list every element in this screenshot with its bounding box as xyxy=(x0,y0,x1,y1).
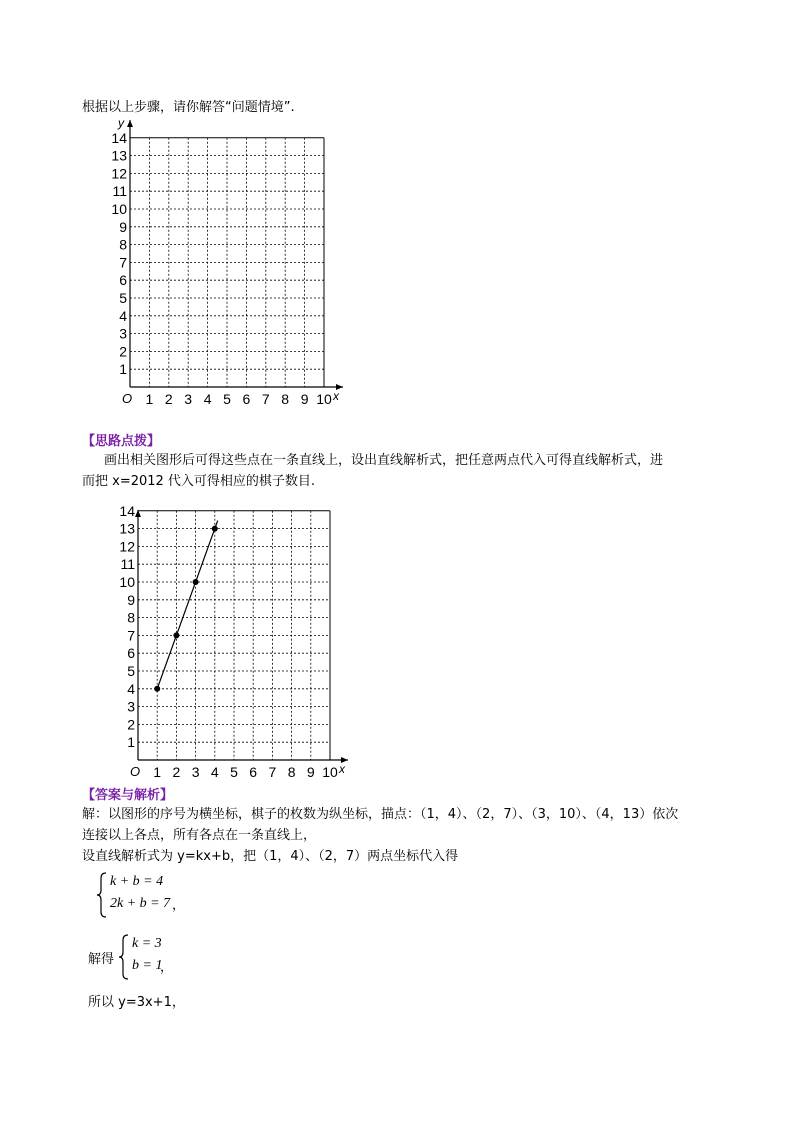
answer-line-3: 设直线解析式为 y=kx+b，把（1，4）、（2，7）两点坐标代入得 xyxy=(82,849,459,864)
intro-text: 根据以上步骤，请你解答“问题情境”. xyxy=(82,100,295,115)
grid1-x-tick-label: 2 xyxy=(164,391,173,407)
grid1-x-axis-label: x xyxy=(333,389,339,403)
brace-icon xyxy=(96,872,108,918)
grid1-y-tick-label: 3 xyxy=(119,325,127,342)
chart-y-tick-label: 10 xyxy=(119,574,135,590)
grid1-x-tick-label: 6 xyxy=(242,391,251,407)
equation-1-line-2: 2k + b = 7 xyxy=(110,896,171,911)
chart-y-tick-label: 14 xyxy=(119,502,135,519)
grid1-y-tick-label: 1 xyxy=(119,361,127,378)
grid1-x-tick-label: 1 xyxy=(145,391,154,407)
chart-x-tick-label: 6 xyxy=(249,764,258,780)
grid1-x-tick-label: 5 xyxy=(223,391,231,407)
chart-x-tick-label: 2 xyxy=(172,764,181,780)
chart-y-tick-label: 6 xyxy=(127,645,135,662)
empty-coordinate-grid xyxy=(100,115,350,415)
hint-line-1: 画出相关图形后可得这些点在一条直线上，设出直线解析式，把任意两点代入可得直线解析式，进 xyxy=(104,453,664,468)
hint-heading: 【思路点拨】 xyxy=(82,434,161,449)
equation-1-line-1: k + b = 4 xyxy=(110,874,164,889)
final-line: 所以 y=3x+1， xyxy=(88,995,185,1010)
grid1-y-tick-label: 12 xyxy=(111,165,127,182)
chart-series-line xyxy=(157,521,217,689)
chart-y-tick-label: 7 xyxy=(127,627,135,644)
chart-data-point xyxy=(193,579,199,585)
chart-y-tick-label: 12 xyxy=(119,538,135,555)
equation-2-tail: ， xyxy=(160,960,174,975)
grid1-x-tick-label: 7 xyxy=(261,391,270,407)
grid1-x-tick-label: 8 xyxy=(281,391,290,407)
grid1-y-tick-label: 4 xyxy=(119,307,127,324)
chart-y-tick-label: 11 xyxy=(120,556,135,573)
grid1-y-tick-label: 5 xyxy=(119,290,127,306)
grid1-y-tick-label: 9 xyxy=(119,218,127,235)
solve-prefix: 解得 xyxy=(88,952,115,967)
grid1-x-tick-label: 4 xyxy=(203,391,212,407)
line-chart xyxy=(108,500,358,785)
chart-x-tick-label: 1 xyxy=(153,764,162,780)
answer-line-2: 连接以上各点，所有各点在一条直线上， xyxy=(82,828,317,843)
grid1-y-axis-label: y xyxy=(118,116,124,130)
chart-y-tick-label: 9 xyxy=(127,591,135,608)
grid1-y-tick-label: 14 xyxy=(111,129,127,146)
answer-line-1: 解：以图形的序号为横坐标，棋子的枚数为纵坐标，描点：（1，4）、（2，7）、（3，10）、（4，13）依次 xyxy=(82,807,679,822)
grid1-y-arrow-icon xyxy=(127,120,133,127)
chart-y-tick-label: 3 xyxy=(127,698,135,715)
chart-data-point xyxy=(212,526,218,532)
chart-x-tick-label: 3 xyxy=(191,764,200,780)
equation-1-tail: ， xyxy=(172,898,186,913)
hint-line-2: 而把 x=2012 代入可得相应的棋子数目. xyxy=(82,474,316,489)
chart-x-tick-label: 7 xyxy=(268,764,277,780)
grid1-y-tick-label: 7 xyxy=(119,254,127,271)
grid1-y-tick-label: 11 xyxy=(112,183,127,200)
equation-2-line-1: k = 3 xyxy=(132,936,162,951)
grid1-x-tick-label: 10 xyxy=(316,391,332,407)
grid1-x-tick-label: 9 xyxy=(300,391,309,407)
chart-x-tick-label: 10 xyxy=(322,764,338,780)
chart-y-tick-label: 1 xyxy=(127,734,135,751)
grid1-y-tick-label: 13 xyxy=(111,147,127,164)
chart-x-tick-label: 9 xyxy=(306,764,315,780)
equation-2-line-2: b = 1 xyxy=(132,958,163,973)
grid1-y-tick-label: 8 xyxy=(119,236,127,253)
chart-y-tick-label: 8 xyxy=(127,609,135,626)
chart-x-tick-label: 8 xyxy=(287,764,296,780)
chart-x-axis-label: x xyxy=(339,762,345,776)
chart-origin-label: O xyxy=(130,764,141,779)
grid1-y-tick-label: 6 xyxy=(119,272,127,289)
grid1-y-tick-label: 2 xyxy=(119,343,127,360)
brace-icon xyxy=(118,934,130,980)
grid1-y-tick-label: 10 xyxy=(111,201,127,217)
grid1-x-tick-label: 3 xyxy=(184,391,193,407)
chart-x-tick-label: 5 xyxy=(230,764,238,780)
chart-data-point xyxy=(154,686,160,692)
chart-x-tick-label: 4 xyxy=(210,764,219,780)
answer-heading: 【答案与解析】 xyxy=(82,788,174,803)
chart-y-tick-label: 2 xyxy=(127,716,135,733)
chart-data-point xyxy=(173,632,179,638)
chart-y-tick-label: 4 xyxy=(127,680,135,697)
grid1-origin-label: O xyxy=(122,391,133,406)
chart-y-tick-label: 13 xyxy=(119,520,135,537)
chart-y-tick-label: 5 xyxy=(127,663,135,679)
